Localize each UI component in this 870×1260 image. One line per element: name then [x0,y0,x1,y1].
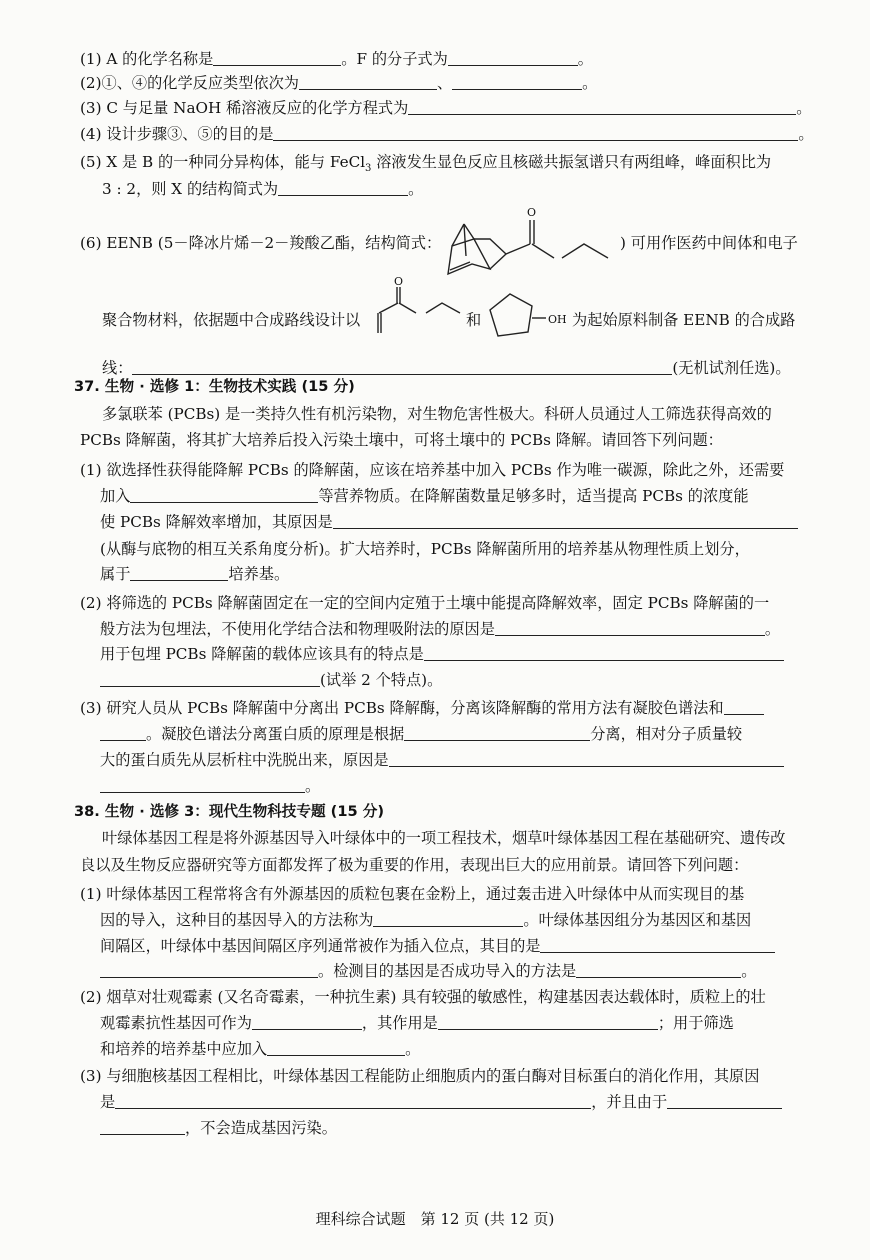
q37-p3: (3) 研究人员从 PCBs 降解菌中分离出 PCBs 降解酶，分离该降解酶的常用方法有凝胶色谱法和 [80,698,764,718]
answer-blank[interactable] [373,911,523,927]
svg-text:O: O [394,275,404,288]
chem-q5: (5) X 是 B 的一种同分异构体，能与 FeCl$_3$ 溶液发生显色反应且核磁共振氢谱只有两组峰，峰面积比为 [80,153,772,175]
chem-q6-line2a: 聚合物材料，依据题中合成路线设计以 [102,311,361,329]
page-footer: 理科综合试题 第 12 页 (共 12 页) [315,1210,555,1228]
answer-blank[interactable] [438,1014,658,1030]
q38-p1: 间隔区，叶绿体中基因间隔区序列通常被作为插入位点，其目的是 [100,936,775,956]
oh-label: OH [548,313,567,326]
q37-p2: (2) 将筛选的 PCBs 降解菌固定在一定的空间内定殖于土壤中能提高降解效率，固定 PCBs 降解菌的一 [80,594,770,612]
q38-intro: 叶绿体基因工程是将外源基因导入叶绿体中的一项工程技术，烟草叶绿体基因工程在基础研究、遗传改 [102,829,786,847]
q38-p2: 和培养的培养基中应加入 。 [100,1040,421,1058]
q37-intro: PCBs 降解菌，将其扩大培养后投入污染土壤中，可将土壤中的 PCBs 降解。请回答下列问题： [80,431,723,449]
answer-blank[interactable] [130,487,318,503]
answer-blank[interactable] [100,777,305,793]
q37-p3: 。凝胶色谱法分离蛋白质的原理是根据 分离，相对分子质量较 [100,724,742,744]
q37-p2: 用于包埋 PCBs 降解菌的载体应该具有的特点是 [100,644,784,664]
chem-q6-line2c: 为起始原料制备 EENB 的合成路 [572,311,796,329]
q38-intro: 良以及生物反应器研究等方面都发挥了极为重要的作用，表现出巨大的应用前景。请回答下列问题： [80,856,749,874]
q37-p1: (从酶与底物的相互关系角度分析)。扩大培养时，PCBs 降解菌所用的培养基从物理性质上划分， [100,540,750,558]
q38-title: 38. 生物 · 选修 3：现代生物科技专题 (15 分) [74,803,384,820]
answer-blank[interactable] [424,645,784,661]
eenb-structure-image [438,206,618,286]
q38-p1: 因的导入，这种目的基因导入的方法称为 。叶绿体基因组分为基因区和基因 [100,911,752,929]
q38-p1: 。检测目的基因是否成功导入的方法是 。 [100,961,756,981]
answer-blank[interactable] [252,1014,362,1030]
answer-blank[interactable] [576,962,741,978]
answer-blank[interactable] [389,751,784,767]
chem-q3: (3) C 与足量 NaOH 稀溶液反应的化学方程式为 。 [80,99,812,117]
answer-blank[interactable] [100,1119,185,1135]
answer-blank[interactable] [130,565,228,581]
chem-q4: (4) 设计步骤③、⑤的目的是 。 [80,125,814,143]
answer-blank[interactable] [299,74,437,90]
answer-blank[interactable] [278,180,408,196]
q37-title: 37. 生物 · 选修 1：生物技术实践 (15 分) [74,378,355,395]
q38-p3: (3) 与细胞核基因工程相比，叶绿体基因工程能防止细胞质内的蛋白酶对目标蛋白的消化作用，其原因 [80,1067,760,1085]
answer-blank[interactable] [448,50,578,66]
chem-q2: (2)①、④的化学反应类型依次为 、 。 [80,74,598,92]
answer-blank[interactable] [267,1040,405,1056]
q37-p1: (1) 欲选择性获得能降解 PCBs 的降解菌，应该在培养基中加入 PCBs 作为唯一碳源，除此之外，还需要 [80,461,785,479]
answer-blank[interactable] [100,725,146,741]
answer-blank[interactable] [540,937,775,953]
answer-blank[interactable] [132,359,672,375]
q37-p1: 属于 培养基。 [100,565,290,583]
q37-p1: 加入 等营养物质。在降解菌数量足够多时，适当提高 PCBs 的浓度能 [100,487,749,505]
answer-blank[interactable] [452,74,582,90]
q38-p1: (1) 叶绿体基因工程常将含有外源基因的质粒包裹在金粉上，通过轰击进入叶绿体中从而实现目的基 [80,885,745,903]
acrylate-structure-image [368,275,473,343]
answer-blank[interactable] [333,513,798,529]
q37-p2: (试举 2 个特点)。 [100,670,442,690]
answer-blank[interactable] [213,50,341,66]
q38-p3: 是 ，并且由于 [100,1092,782,1112]
chem-q6-and: 和 [466,311,482,329]
answer-blank[interactable] [724,699,764,715]
chem-q1: (1) A 的化学名称是 。F 的分子式为 。 [80,50,593,68]
answer-blank[interactable] [273,125,798,141]
q38-p2: 观霉素抗性基因可作为 ，其作用是 ；用于筛选 [100,1014,734,1032]
chem-q6: (6) EENB (5－降冰片烯－2－羧酸乙酯，结构简式： [80,234,442,252]
answer-blank[interactable] [100,962,318,978]
q37-p1: 使 PCBs 降解效率增加，其原因是 [100,512,798,532]
svg-text:O: O [527,206,537,219]
q38-p2: (2) 烟草对壮观霉素 (又名奇霉素，一种抗生素) 具有较强的敏感性，构建基因表达载体时，质粒上的壮 [80,988,766,1006]
q37-p3: 大的蛋白质先从层析柱中洗脱出来，原因是 [100,750,784,770]
answer-blank[interactable] [404,725,590,741]
chem-q5-line2: 3 : 2，则 X 的结构简式为 。 [102,180,424,198]
q37-p3: 。 [100,776,320,796]
chem-q6-cont: ) 可用作医药中间体和电子 [620,234,798,252]
q38-p3: ，不会造成基因污染。 [100,1118,337,1138]
answer-blank[interactable] [667,1093,782,1109]
answer-blank[interactable] [100,671,320,687]
chem-q6-line3: 线： (无机试剂任选)。 [102,359,791,377]
q37-intro: 多氯联苯 (PCBs) 是一类持久性有机污染物，对生物危害性极大。科研人员通过人工筛选获得高效的 [102,405,772,423]
q37-p2: 般方法为包埋法，不使用化学结合法和物理吸附法的原因是 。 [100,620,781,638]
answer-blank[interactable] [495,620,765,636]
answer-blank[interactable] [408,99,796,115]
answer-blank[interactable] [115,1093,591,1109]
